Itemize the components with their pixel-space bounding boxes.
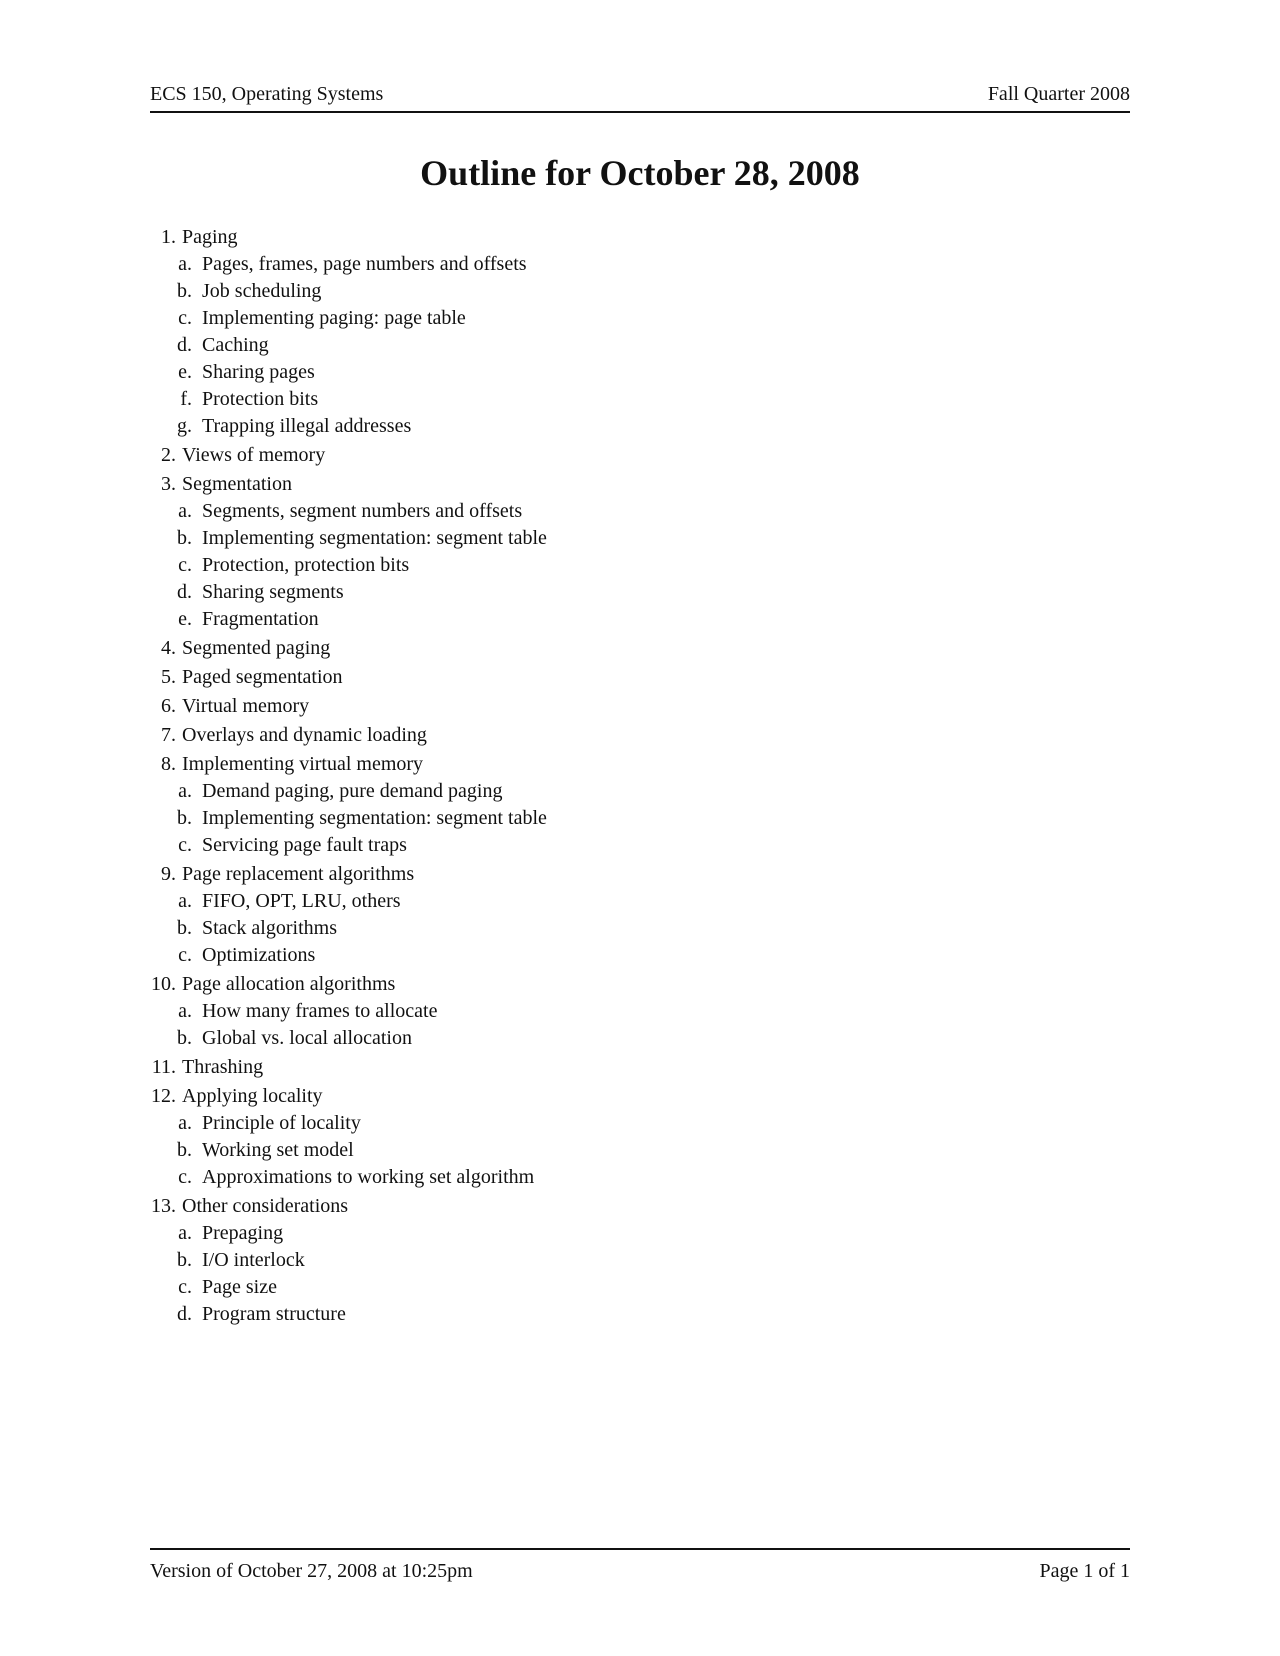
- outline-subitem: [140, 498, 1040, 525]
- outline-subitem-text: Protection, protection bits: [202, 554, 410, 576]
- outline-subitem-letter: b.: [177, 1249, 192, 1271]
- outline-subitem-letter: a.: [178, 780, 192, 802]
- outline-subitem-letter: d.: [177, 1303, 192, 1325]
- outline-subitem-letter: c.: [178, 834, 192, 856]
- outline-subitem-letter: a.: [178, 1222, 192, 1244]
- outline-item: [140, 442, 1040, 469]
- outline-subitem: [140, 278, 1040, 305]
- outline-item: [140, 664, 1040, 691]
- outline-item-text: Implementing virtual memory: [182, 753, 424, 775]
- outline-subitem: [140, 1110, 1040, 1137]
- outline-item-text: Segmented paging: [182, 637, 331, 659]
- outline-item-number: 12.: [151, 1085, 176, 1107]
- outline-subitem-text: Program structure: [202, 1303, 346, 1325]
- outline-item: [140, 224, 1040, 440]
- outline-subitem: [140, 1137, 1040, 1164]
- outline-subitem-letter: b.: [177, 527, 192, 549]
- outline-subitem-letter: c.: [178, 944, 192, 966]
- outline-item: [140, 971, 1040, 1052]
- outline-subitem-text: Working set model: [202, 1139, 354, 1161]
- outline-subitem-letter: e.: [178, 361, 192, 383]
- outline-item: [140, 1054, 1040, 1081]
- outline-item-text: Thrashing: [182, 1056, 264, 1078]
- outline-sublist: [140, 498, 1040, 633]
- outline-subitem: [140, 1274, 1040, 1301]
- outline-item: [140, 861, 1040, 969]
- outline-sublist: [140, 998, 1040, 1052]
- outline-subitem: [140, 606, 1040, 633]
- outline-subitem-letter: d.: [177, 334, 192, 356]
- outline-subitem-letter: b.: [177, 1139, 192, 1161]
- outline-item-text: Segmentation: [182, 473, 292, 495]
- outline-subitem-text: Job scheduling: [202, 280, 322, 302]
- outline-item-number: 6.: [161, 695, 176, 717]
- outline-subitem-text: Sharing segments: [202, 581, 344, 603]
- outline-subitem: [140, 805, 1040, 832]
- outline-subitem-text: Global vs. local allocation: [202, 1027, 412, 1049]
- outline-item: [140, 1083, 1040, 1191]
- outline-item: [140, 1193, 1040, 1328]
- outline-subitem: [140, 998, 1040, 1025]
- outline-sublist: [140, 778, 1040, 859]
- course-name: ECS 150, Operating Systems: [150, 83, 384, 105]
- outline-subitem-text: Stack algorithms: [202, 917, 337, 939]
- outline-subitem-letter: g.: [177, 415, 192, 437]
- outline-list: [140, 224, 1040, 1328]
- page-number: Page 1 of 1: [1039, 1560, 1130, 1582]
- outline-subitem-text: Principle of locality: [202, 1112, 361, 1134]
- outline-subitem: [140, 915, 1040, 942]
- outline-subitem: [140, 552, 1040, 579]
- outline-subitem-letter: c.: [178, 1276, 192, 1298]
- page-title: Outline for October 28, 2008: [420, 153, 860, 193]
- outline-subitem-letter: c.: [178, 1166, 192, 1188]
- outline-subitem: [140, 1164, 1040, 1191]
- outline-item-text: Overlays and dynamic loading: [182, 724, 427, 746]
- outline-item-text: Paging: [182, 226, 238, 248]
- outline-subitem: [140, 1220, 1040, 1247]
- outline-subitem: [140, 1247, 1040, 1274]
- outline-sublist: [140, 1110, 1040, 1191]
- outline-item-number: 3.: [161, 473, 176, 495]
- outline-item-number: 5.: [161, 666, 176, 688]
- outline-subitem-text: Sharing pages: [202, 361, 315, 383]
- outline-item-number: 11.: [151, 1056, 176, 1078]
- outline-item-text: Paged segmentation: [182, 666, 343, 688]
- outline-subitem-text: Optimizations: [202, 944, 316, 966]
- outline-subitem-letter: a.: [178, 1000, 192, 1022]
- outline-item-text: Applying locality: [182, 1085, 323, 1107]
- outline-item: [140, 722, 1040, 749]
- outline-item-number: 2.: [161, 444, 176, 466]
- outline-item-text: Virtual memory: [182, 695, 310, 717]
- outline-item: [140, 635, 1040, 662]
- term-label: Fall Quarter 2008: [987, 83, 1130, 105]
- outline-subitem: [140, 359, 1040, 386]
- outline-subitem: [140, 888, 1040, 915]
- outline-subitem-text: Segments, segment numbers and offsets: [202, 500, 523, 522]
- outline-item-text: Other considerations: [182, 1195, 349, 1217]
- outline-subitem: [140, 332, 1040, 359]
- outline-subitem: [140, 579, 1040, 606]
- outline-subitem: [140, 942, 1040, 969]
- outline-item-number: 1.: [161, 226, 176, 248]
- outline-subitem: [140, 251, 1040, 278]
- outline-subitem-letter: d.: [177, 581, 192, 603]
- outline-item-number: 10.: [151, 973, 176, 995]
- outline-subitem-text: Implementing paging: page table: [202, 307, 466, 329]
- outline-item: [140, 693, 1040, 720]
- outline-subitem-letter: a.: [178, 253, 192, 275]
- outline-subitem: [140, 1301, 1040, 1328]
- version-label: Version of October 27, 2008 at 10:25pm: [150, 1560, 473, 1582]
- outline-sublist: [140, 888, 1040, 969]
- outline-subitem-text: How many frames to allocate: [202, 1000, 438, 1022]
- outline-subitem-letter: b.: [177, 917, 192, 939]
- outline-subitem-text: Implementing segmentation: segment table: [202, 527, 547, 549]
- outline-subitem-letter: c.: [178, 554, 192, 576]
- outline-subitem-text: Trapping illegal addresses: [202, 415, 412, 437]
- outline-subitem-letter: c.: [178, 307, 192, 329]
- outline-subitem-text: Implementing segmentation: segment table: [202, 807, 547, 829]
- outline-subitem-letter: f.: [180, 388, 192, 410]
- outline-subitem-letter: b.: [177, 280, 192, 302]
- outline-sublist: [140, 251, 1040, 440]
- outline-item: [140, 471, 1040, 633]
- outline-subitem-text: FIFO, OPT, LRU, others: [202, 890, 401, 912]
- outline-subitem-text: Page size: [202, 1276, 277, 1298]
- outline-subitem-letter: a.: [178, 1112, 192, 1134]
- outline-item-text: Page replacement algorithms: [182, 863, 415, 885]
- outline-item-number: 7.: [161, 724, 176, 746]
- outline-subitem-letter: e.: [178, 608, 192, 630]
- outline-subitem: [140, 305, 1040, 332]
- page-footer: [150, 1548, 1130, 1582]
- outline-subitem-text: Pages, frames, page numbers and offsets: [202, 253, 527, 275]
- outline-item-text: Views of memory: [182, 444, 326, 466]
- outline-item: [140, 751, 1040, 859]
- outline-subitem: [140, 778, 1040, 805]
- outline-subitem-text: Approximations to working set algorithm: [202, 1166, 535, 1188]
- outline-subitem: [140, 386, 1040, 413]
- outline-item-number: 13.: [151, 1195, 176, 1217]
- outline-subitem: [140, 413, 1040, 440]
- outline-subitem: [140, 1025, 1040, 1052]
- outline-subitem-text: Caching: [202, 334, 269, 356]
- outline-subitem-text: Fragmentation: [202, 608, 319, 630]
- outline-subitem-text: Servicing page fault traps: [202, 834, 407, 856]
- outline-subitem-letter: a.: [178, 890, 192, 912]
- outline-subitem-text: Demand paging, pure demand paging: [202, 780, 503, 802]
- outline-item-number: 4.: [161, 637, 176, 659]
- outline-subitem: [140, 525, 1040, 552]
- outline-subitem-text: Prepaging: [202, 1222, 284, 1244]
- outline-subitem-text: Protection bits: [202, 388, 319, 410]
- page-header: [150, 83, 1130, 113]
- outline-item-number: 9.: [161, 863, 176, 885]
- outline-sublist: [140, 1220, 1040, 1328]
- outline-subitem-letter: a.: [178, 500, 192, 522]
- outline-subitem-letter: b.: [177, 1027, 192, 1049]
- outline-subitem-text: I/O interlock: [202, 1249, 305, 1271]
- outline-subitem: [140, 832, 1040, 859]
- outline-item-number: 8.: [161, 753, 176, 775]
- outline-subitem-letter: b.: [177, 807, 192, 829]
- outline-item-text: Page allocation algorithms: [182, 973, 396, 995]
